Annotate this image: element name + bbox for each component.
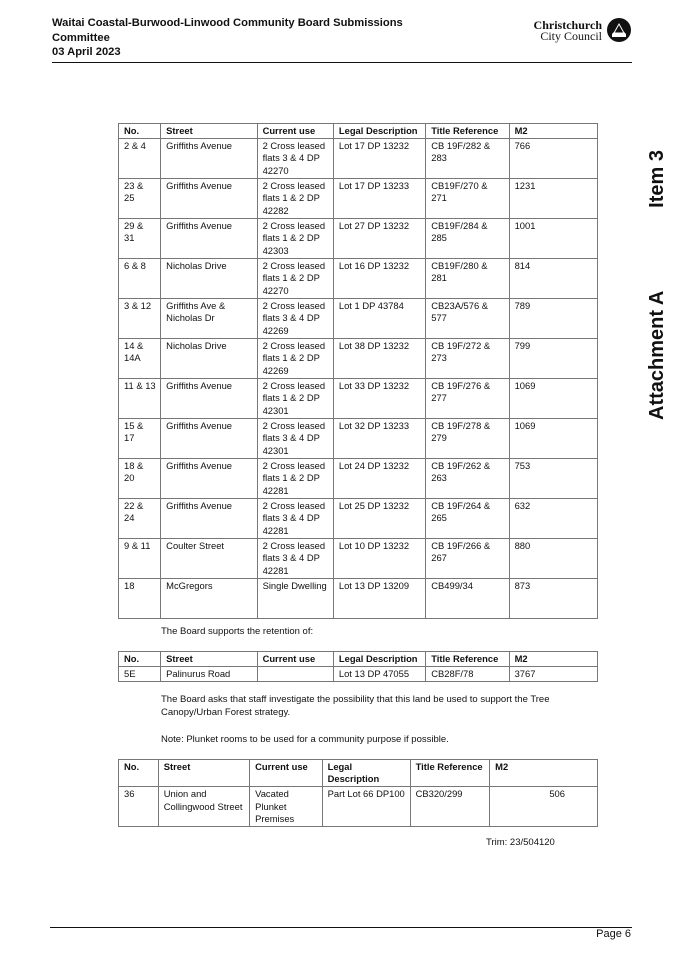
table-cell: Part Lot 66 DP100 xyxy=(322,787,410,827)
table-cell: 506 xyxy=(490,787,598,827)
table-cell: CB 19F/282 & 283 xyxy=(426,139,509,179)
table-cell: Union and Collingwood Street xyxy=(158,787,249,827)
column-header: Current use xyxy=(250,760,322,787)
table-cell: Griffiths Avenue xyxy=(161,179,257,219)
table-cell: 873 xyxy=(509,579,597,619)
column-header: No. xyxy=(119,652,161,667)
table-cell: 799 xyxy=(509,339,597,379)
table-header-row xyxy=(119,760,598,787)
table-row xyxy=(119,539,598,579)
table-cell: Lot 38 DP 13232 xyxy=(333,339,425,379)
column-header: Title Reference xyxy=(426,124,509,139)
column-header: M2 xyxy=(509,124,597,139)
column-header: Street xyxy=(158,760,249,787)
table-cell: Griffiths Avenue xyxy=(161,139,257,179)
column-header: No. xyxy=(119,124,161,139)
item-label: Item 3 xyxy=(646,150,668,208)
table-cell: Griffiths Ave & Nicholas Dr xyxy=(161,299,257,339)
table-cell: Palinurus Road xyxy=(161,667,257,682)
table-cell: Griffiths Avenue xyxy=(161,419,257,459)
table-row xyxy=(119,379,598,419)
table-cell: 2 Cross leased flats 3 & 4 DP 42269 xyxy=(257,299,333,339)
table-cell: Lot 32 DP 13233 xyxy=(333,419,425,459)
table-cell: CB 19F/276 & 277 xyxy=(426,379,509,419)
table-cell: 11 & 13 xyxy=(119,379,161,419)
table-cell: Griffiths Avenue xyxy=(161,379,257,419)
column-header: Legal Description xyxy=(322,760,410,787)
logo-line-1: Christchurch xyxy=(533,18,602,32)
table-cell: 2 Cross leased flats 1 & 2 DP 42269 xyxy=(257,339,333,379)
table-cell: Lot 13 DP 13209 xyxy=(333,579,425,619)
trim-reference: Trim: 23/504120 xyxy=(486,837,555,848)
table-cell: 632 xyxy=(509,499,597,539)
table-cell: CB499/34 xyxy=(426,579,509,619)
table-cell: Griffiths Avenue xyxy=(161,459,257,499)
table-cell: 29 & 31 xyxy=(119,219,161,259)
table-row xyxy=(119,499,598,539)
table-cell: Lot 10 DP 13232 xyxy=(333,539,425,579)
table-cell: Griffiths Avenue xyxy=(161,219,257,259)
table-cell: CB19F/270 & 271 xyxy=(426,179,509,219)
table-cell: 3767 xyxy=(509,667,597,682)
table-cell: CB 19F/272 & 273 xyxy=(426,339,509,379)
table-cell: Lot 17 DP 13232 xyxy=(333,139,425,179)
table-cell: 3 & 12 xyxy=(119,299,161,339)
table-cell: 2 Cross leased flats 3 & 4 DP 42281 xyxy=(257,499,333,539)
table-cell: 1001 xyxy=(509,219,597,259)
table-cell: Coulter Street xyxy=(161,539,257,579)
header-rule xyxy=(52,62,632,63)
retention-table xyxy=(118,651,598,682)
table-cell: 22 & 24 xyxy=(119,499,161,539)
table-cell: CB 19F/278 & 279 xyxy=(426,419,509,459)
table-cell: Single Dwelling xyxy=(257,579,333,619)
table-row xyxy=(119,139,598,179)
properties-table xyxy=(118,123,598,619)
column-header: M2 xyxy=(490,760,598,787)
footer-rule xyxy=(50,927,632,928)
column-header: Legal Description xyxy=(333,652,425,667)
table-row xyxy=(119,787,598,827)
table-cell: CB320/299 xyxy=(410,787,490,827)
paragraph-note: Note: Plunket rooms to be used for a community purpose if possible. xyxy=(161,734,449,745)
attachment-label: Attachment A xyxy=(646,290,668,420)
table-cell: 9 & 11 xyxy=(119,539,161,579)
paragraph-tree-canopy: The Board asks that staff investigate the possibility that this land be used to support the Tree Canopy/Urban Forest strategy. xyxy=(161,694,550,718)
table-cell: CB 19F/262 & 263 xyxy=(426,459,509,499)
table-cell: Lot 1 DP 43784 xyxy=(333,299,425,339)
table-cell: Lot 33 DP 13232 xyxy=(333,379,425,419)
table-row xyxy=(119,299,598,339)
table-cell: Nicholas Drive xyxy=(161,259,257,299)
table-cell: 1231 xyxy=(509,179,597,219)
title-line-2: Committee xyxy=(52,31,110,44)
table-cell: 5E xyxy=(119,667,161,682)
column-header: No. xyxy=(119,760,159,787)
column-header: M2 xyxy=(509,652,597,667)
table-cell: 2 Cross leased flats 1 & 2 DP 42282 xyxy=(257,179,333,219)
logo-line-2: City Council xyxy=(540,29,602,43)
table-cell: 2 Cross leased flats 3 & 4 DP 42301 xyxy=(257,419,333,459)
table-cell: Nicholas Drive xyxy=(161,339,257,379)
table-cell: CB 19F/264 & 265 xyxy=(426,499,509,539)
table-row xyxy=(119,259,598,299)
plunket-table xyxy=(118,759,598,827)
council-logo xyxy=(512,16,632,46)
title-line-1: Waitai Coastal-Burwood-Linwood Community Board Submissions xyxy=(52,17,403,29)
page-number: Page 6 xyxy=(596,928,631,940)
table-cell: 2 Cross leased flats 1 & 2 DP 42303 xyxy=(257,219,333,259)
table-header-row xyxy=(119,652,598,667)
table-cell: Lot 16 DP 13232 xyxy=(333,259,425,299)
column-header: Title Reference xyxy=(410,760,490,787)
table-cell: Lot 13 DP 47055 xyxy=(333,667,425,682)
table-row xyxy=(119,339,598,379)
document-title xyxy=(52,16,472,60)
table-cell: Griffiths Avenue xyxy=(161,499,257,539)
table-cell: 880 xyxy=(509,539,597,579)
column-header: Current use xyxy=(257,652,333,667)
table-cell: 18 xyxy=(119,579,161,619)
column-header: Street xyxy=(161,652,257,667)
table-cell: CB28F/78 xyxy=(426,667,509,682)
table-cell: 6 & 8 xyxy=(119,259,161,299)
table-cell: McGregors xyxy=(161,579,257,619)
table-cell: 2 & 4 xyxy=(119,139,161,179)
table-cell: 2 Cross leased flats 3 & 4 DP 42281 xyxy=(257,539,333,579)
table-cell: 18 & 20 xyxy=(119,459,161,499)
column-header: Legal Description xyxy=(333,124,425,139)
column-header: Street xyxy=(161,124,257,139)
paragraph-retention: The Board supports the retention of: xyxy=(161,626,314,637)
table-cell: 15 & 17 xyxy=(119,419,161,459)
table-cell: 814 xyxy=(509,259,597,299)
table-cell: CB 19F/266 & 267 xyxy=(426,539,509,579)
table-cell: CB19F/284 & 285 xyxy=(426,219,509,259)
page-header xyxy=(52,16,632,60)
table-cell: 753 xyxy=(509,459,597,499)
table-cell: 2 Cross leased flats 1 & 2 DP 42270 xyxy=(257,259,333,299)
table-cell: 1069 xyxy=(509,379,597,419)
table-cell: 1069 xyxy=(509,419,597,459)
council-emblem-icon xyxy=(606,17,632,43)
table-cell: 2 Cross leased flats 3 & 4 DP 42270 xyxy=(257,139,333,179)
table-row xyxy=(119,667,598,682)
table-cell: CB23A/576 & 577 xyxy=(426,299,509,339)
table-cell: 2 Cross leased flats 1 & 2 DP 42301 xyxy=(257,379,333,419)
table-cell xyxy=(257,667,333,682)
side-label xyxy=(642,150,672,420)
document-date: 03 April 2023 xyxy=(52,46,121,58)
table-cell: 766 xyxy=(509,139,597,179)
table-row xyxy=(119,579,598,619)
table-cell: 14 & 14A xyxy=(119,339,161,379)
table-row xyxy=(119,179,598,219)
table-cell: 789 xyxy=(509,299,597,339)
table-row xyxy=(119,219,598,259)
column-header: Title Reference xyxy=(426,652,509,667)
table-cell: Lot 17 DP 13233 xyxy=(333,179,425,219)
table-cell: Lot 27 DP 13232 xyxy=(333,219,425,259)
table-cell: 36 xyxy=(119,787,159,827)
table-row xyxy=(119,459,598,499)
table-cell: 2 Cross leased flats 1 & 2 DP 42281 xyxy=(257,459,333,499)
column-header: Current use xyxy=(257,124,333,139)
table-cell: Vacated Plunket Premises xyxy=(250,787,322,827)
table-row xyxy=(119,419,598,459)
table-cell: Lot 25 DP 13232 xyxy=(333,499,425,539)
table-header-row xyxy=(119,124,598,139)
table-cell: 23 & 25 xyxy=(119,179,161,219)
table-cell: Lot 24 DP 13232 xyxy=(333,459,425,499)
table-cell: CB19F/280 & 281 xyxy=(426,259,509,299)
